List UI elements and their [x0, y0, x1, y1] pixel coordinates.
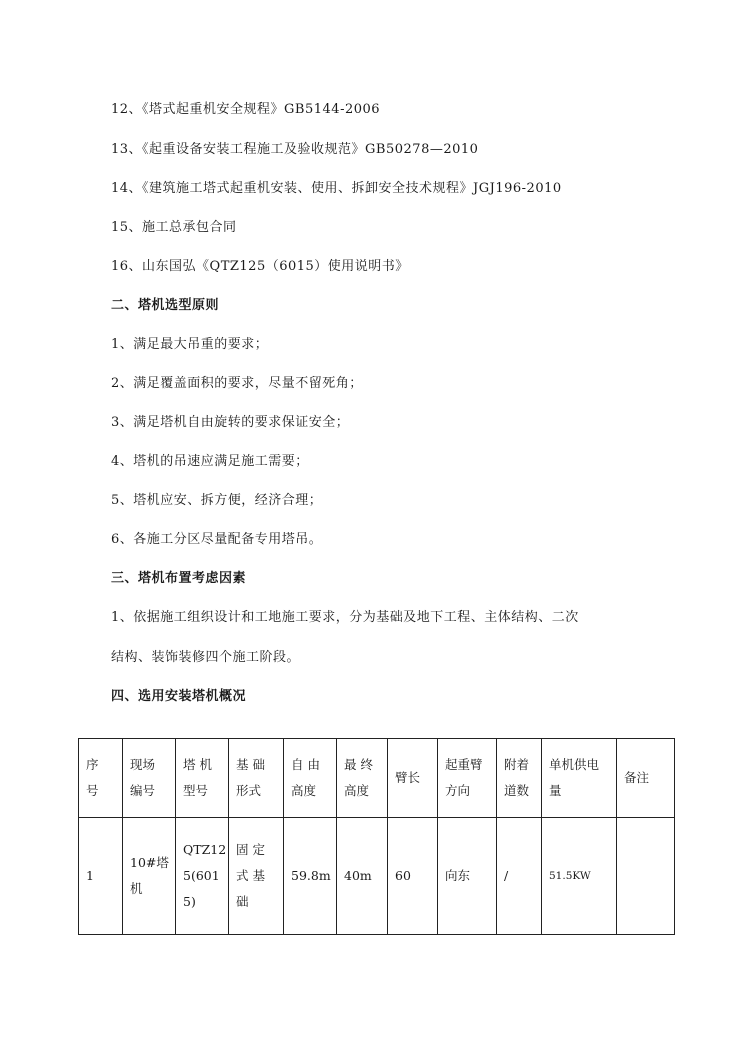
- reference-12: 12、《塔式起重机安全规程》GB5144-2006: [111, 102, 381, 117]
- cell-seq: 1: [79, 818, 123, 935]
- cell-free-height: 59.8m: [284, 818, 337, 935]
- header-cell-boom-direction: 起重臂 方向: [438, 739, 497, 818]
- cell-arm-length: 60: [388, 818, 438, 935]
- header-cell-foundation: 基 础 形式: [229, 739, 284, 818]
- cell-site-number: 10#塔 机: [123, 818, 176, 935]
- header-cell-seq: 序 号: [79, 739, 123, 818]
- cell-model: QTZ12 5(601 5): [176, 818, 229, 935]
- header-cell-power-supply: 单机供电 量: [542, 739, 617, 818]
- header-cell-attachments: 附着 道数: [497, 739, 542, 818]
- section-3-paragraph-line-2: 结构、装饰装修四个施工阶段。: [111, 650, 301, 665]
- reference-13: 13、《起重设备安装工程施工及验收规范》GB50278—2010: [111, 142, 479, 157]
- cell-power-supply: 51.5KW: [542, 818, 617, 935]
- principle-item: 2、满足覆盖面积的要求，尽量不留死角；: [111, 376, 363, 391]
- cell-foundation: 固 定 式 基 础: [229, 818, 284, 935]
- principle-item: 6、各施工分区尽量配备专用塔吊。: [111, 532, 323, 547]
- table-header-row: [79, 739, 675, 818]
- header-cell-site-number: 现场 编号: [123, 739, 176, 818]
- reference-14: 14、《建筑施工塔式起重机安装、使用、拆卸安全技术规程》JGJ196-2010: [111, 181, 562, 196]
- section-3-paragraph-line-1: 1、依据施工组织设计和工地施工要求，分为基础及地下工程、主体结构、二次: [111, 610, 579, 625]
- principle-item: 5、塔机应安、拆方便，经济合理；: [111, 493, 323, 508]
- principle-item: 1、满足最大吊重的要求；: [111, 337, 269, 352]
- section-2-heading: 二、塔机选型原则: [111, 298, 220, 313]
- principle-item: 4、塔机的吊速应满足施工需要；: [111, 454, 309, 469]
- table-row: [79, 818, 675, 935]
- header-cell-free-height: 自 由 高度: [284, 739, 337, 818]
- header-cell-model: 塔 机 型号: [176, 739, 229, 818]
- cell-boom-direction: 向东: [438, 818, 497, 935]
- header-cell-arm-length: 臂长: [388, 739, 438, 818]
- cell-final-height: 40m: [337, 818, 388, 935]
- header-cell-final-height: 最 终 高度: [337, 739, 388, 818]
- cell-remarks: [617, 818, 675, 935]
- header-cell-remarks: 备注: [617, 739, 675, 818]
- principle-item: 3、满足塔机自由旋转的要求保证安全；: [111, 415, 350, 430]
- reference-15: 15、施工总承包合同: [111, 220, 237, 235]
- cell-attachments: /: [497, 818, 542, 935]
- tower-crane-table: [78, 738, 675, 935]
- reference-16: 16、山东国弘《QTZ125（6015）使用说明书》: [111, 259, 409, 274]
- section-3-heading: 三、塔机布置考虑因素: [111, 571, 247, 586]
- section-4-heading: 四、选用安装塔机概况: [111, 689, 247, 704]
